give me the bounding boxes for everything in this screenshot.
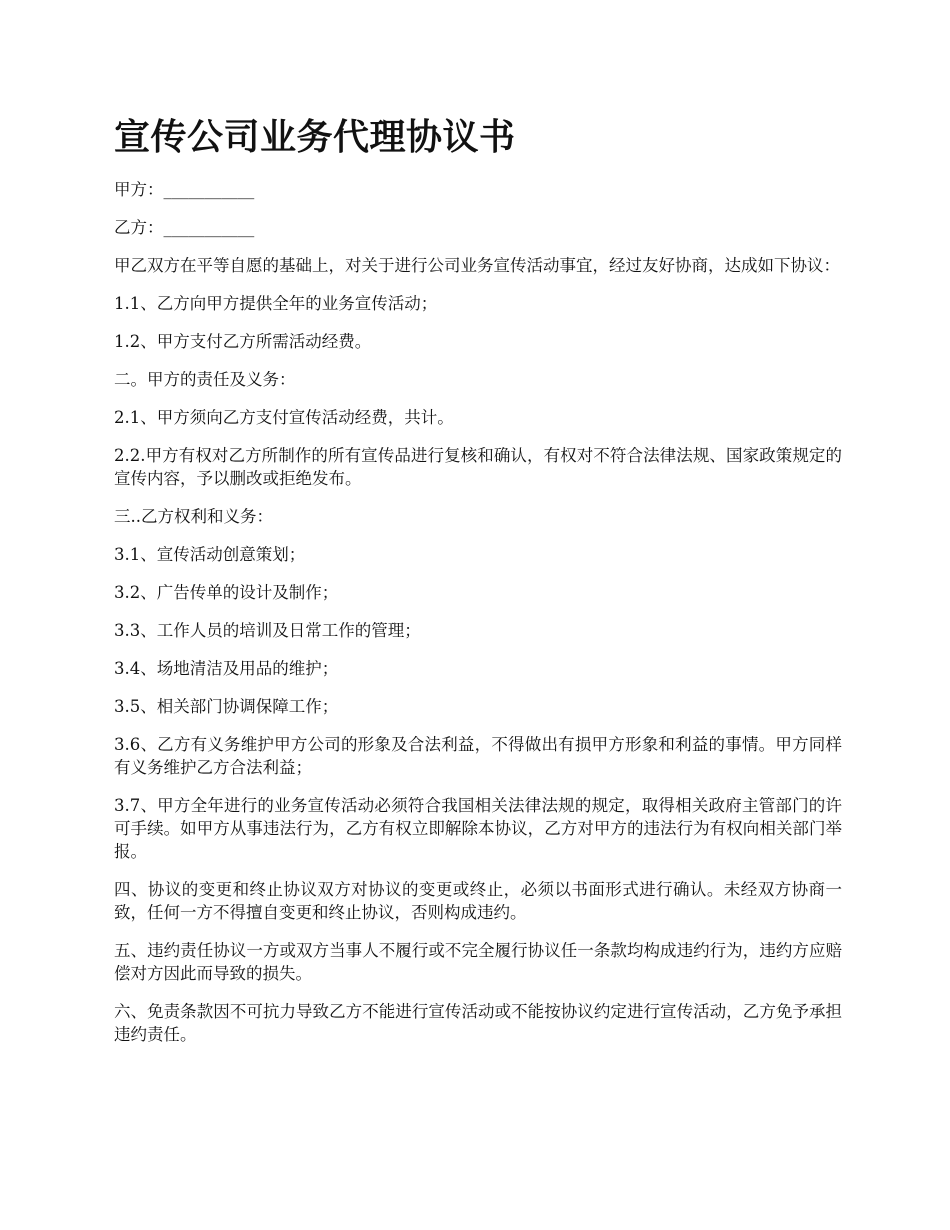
- clause-3-5: 3.5、相关部门协调保障工作；: [114, 697, 339, 716]
- clause-2-2: 2.2.甲方有权对乙方所制作的所有宣传品进行复核和确认，有权对不符合法律法规、国家政策规定的宣传内容，予以删改或拒绝发布。: [114, 446, 842, 488]
- section-6-paragraph: 六、免责条款因不可抗力导致乙方不能进行宣传活动或不能按协议约定进行宣传活动，乙方免予承担违约责任。: [114, 1002, 842, 1044]
- document-page: [114, 112, 842, 1061]
- clause-1-1: 1.1、乙方向甲方提供全年的业务宣传活动；: [114, 294, 438, 313]
- clause-3-3: 3.3、工作人员的培训及日常工作的管理；: [114, 621, 421, 640]
- section-5-paragraph: 五、违约责任协议一方或双方当事人不履行或不完全履行协议任一条款均构成违约行为，违约方应赔偿对方因此而导致的损失。: [114, 941, 842, 983]
- clause-3-1: 3.1、宣传活动创意策划；: [114, 545, 306, 564]
- clause-1-2: 1.2、甲方支付乙方所需活动经费。: [114, 332, 372, 351]
- party-a-line: 甲方：___________: [114, 180, 255, 199]
- clause-3-4: 3.4、场地清洁及用品的维护；: [114, 659, 339, 678]
- clause-2-1: 2.1、甲方须向乙方支付宣传活动经费，共计。: [114, 408, 454, 427]
- section-3-heading: 三..乙方权利和义务：: [114, 507, 273, 526]
- document-title: 宣传公司业务代理协议书: [114, 116, 516, 158]
- preamble-paragraph: 甲乙双方在平等自愿的基础上，对关于进行公司业务宣传活动事宜，经过友好协商，达成如下协议：: [114, 256, 840, 275]
- clause-3-6: 3.6、乙方有义务维护甲方公司的形象及合法利益，不得做出有损甲方形象和利益的事情。甲方同样有义务维护乙方合法利益；: [114, 735, 842, 777]
- section-4-paragraph: 四、协议的变更和终止协议双方对协议的变更或终止，必须以书面形式进行确认。未经双方协商一致，任何一方不得擅自变更和终止协议，否则构成违约。: [114, 880, 842, 922]
- section-2-heading: 二。甲方的责任及义务：: [114, 370, 296, 389]
- party-b-line: 乙方：___________: [114, 218, 255, 237]
- clause-3-7: 3.7、甲方全年进行的业务宣传活动必须符合我国相关法律法规的规定，取得相关政府主管部门的许可手续。如甲方从事违法行为，乙方有权立即解除本协议，乙方对甲方的违法行为有权向相关部门举报。: [114, 796, 842, 861]
- clause-3-2: 3.2、广告传单的设计及制作；: [114, 583, 339, 602]
